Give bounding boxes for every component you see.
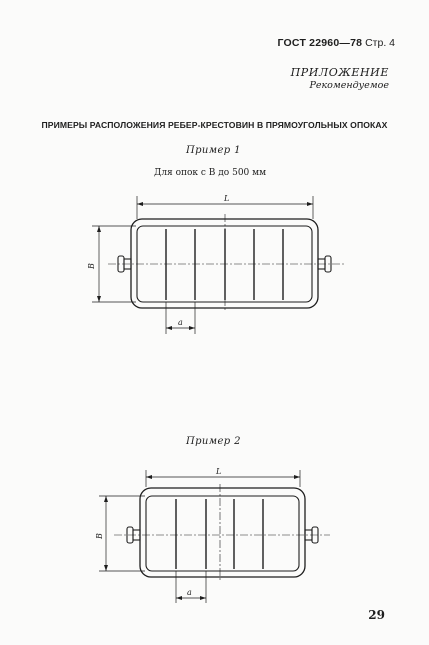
flask-frame bbox=[140, 488, 305, 577]
label-a: a bbox=[187, 588, 192, 597]
arrow bbox=[146, 475, 152, 479]
example-1-title: Пример 1 bbox=[186, 145, 241, 156]
example-2-title: Пример 2 bbox=[186, 436, 241, 447]
arrow bbox=[176, 596, 182, 600]
page-number: 29 bbox=[368, 608, 385, 622]
flask-inner bbox=[146, 496, 299, 571]
example-1-condition: Для опок с B до 500 мм bbox=[154, 168, 267, 178]
label-B: B bbox=[87, 263, 96, 269]
page-ref: Стр. 4 bbox=[365, 37, 395, 49]
label-L: L bbox=[224, 194, 230, 203]
section-title: ПРИМЕРЫ РАСПОЛОЖЕНИЯ РЕБЕР-КРЕСТОВИН В ПРЯМОУГОЛЬНЫХ ОПОКАХ bbox=[41, 120, 388, 130]
appendix-note: Рекомендуемое bbox=[309, 80, 389, 91]
gost-number: ГОСТ 22960—78 bbox=[277, 37, 363, 49]
label-L: L bbox=[216, 467, 222, 476]
arrow bbox=[294, 475, 300, 479]
label-B: B bbox=[95, 533, 104, 539]
appendix-title: ПРИЛОЖЕНИЕ bbox=[290, 66, 389, 79]
arrow bbox=[200, 596, 206, 600]
arrow bbox=[104, 496, 108, 502]
arrow bbox=[104, 565, 108, 571]
label-a: a bbox=[178, 318, 183, 327]
